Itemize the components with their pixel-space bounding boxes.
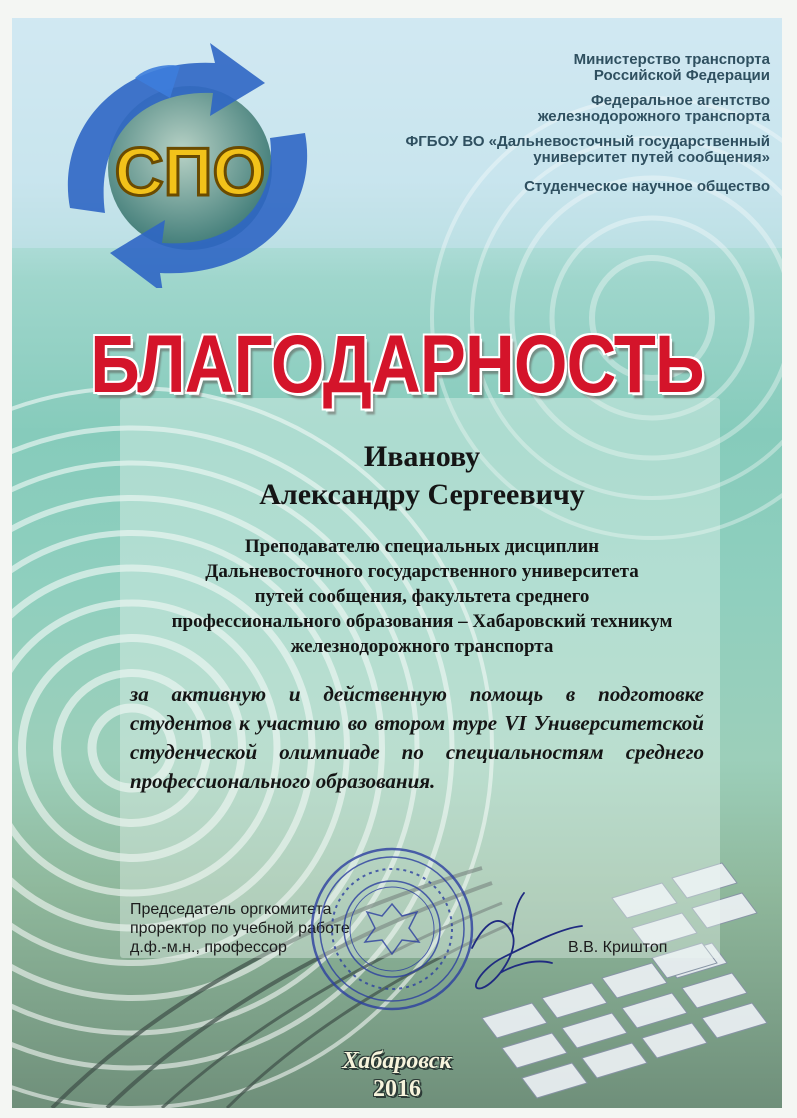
award-reason: за активную и действенную помощь в подготовке студентов к участию во втором туре VI Университетской студенческой олимпиаде по специальностям среднего профессионального образования. bbox=[130, 682, 704, 793]
org-line: Студенческое научное общество bbox=[524, 178, 770, 195]
signer-line: д.ф.-м.н., профессор bbox=[130, 939, 287, 956]
logo-text: СПО bbox=[114, 134, 266, 210]
org-line: железнодорожного транспорта bbox=[537, 108, 770, 125]
org-line: университет путей сообщения» bbox=[533, 149, 770, 166]
org-agency bbox=[538, 93, 770, 125]
signer-name: В.В. Криштоп bbox=[568, 939, 668, 956]
position-line: железнодорожного транспорта bbox=[290, 636, 554, 657]
recipient-position bbox=[112, 534, 732, 659]
recipient-name bbox=[122, 438, 722, 514]
recipient-given-names: Александру Сергеевичу bbox=[259, 478, 585, 511]
emblem-icon bbox=[365, 904, 419, 954]
document-title: БЛАГОДАРНОСТЬ bbox=[90, 319, 704, 410]
signer-line: проректор по учебной работе bbox=[130, 920, 350, 937]
org-line: Федеральное агентство bbox=[590, 92, 770, 109]
footer-city: Хабаровск bbox=[342, 1048, 452, 1074]
position-line: профессионального образования – Хабаровский техникум bbox=[171, 611, 673, 632]
signer-line: Председатель оргкомитета bbox=[130, 901, 332, 918]
position-line: Дальневосточного государственного университета bbox=[205, 561, 639, 582]
org-line: Министерство транспорта bbox=[573, 51, 770, 68]
title-block bbox=[12, 318, 782, 418]
org-society bbox=[524, 179, 770, 195]
org-line: Российской Федерации bbox=[593, 67, 770, 84]
footer-year: 2016 bbox=[373, 1076, 421, 1102]
recipient-surname: Иванову bbox=[363, 440, 481, 473]
org-university bbox=[406, 134, 771, 166]
spo-logo bbox=[50, 38, 320, 288]
certificate bbox=[12, 18, 782, 1108]
position-line: Преподавателю специальных дисциплин bbox=[244, 536, 600, 557]
position-line: путей сообщения, факультета среднего bbox=[254, 586, 590, 607]
org-ministry bbox=[574, 52, 770, 84]
org-line: ФГБОУ ВО «Дальневосточный государственный bbox=[405, 133, 770, 150]
